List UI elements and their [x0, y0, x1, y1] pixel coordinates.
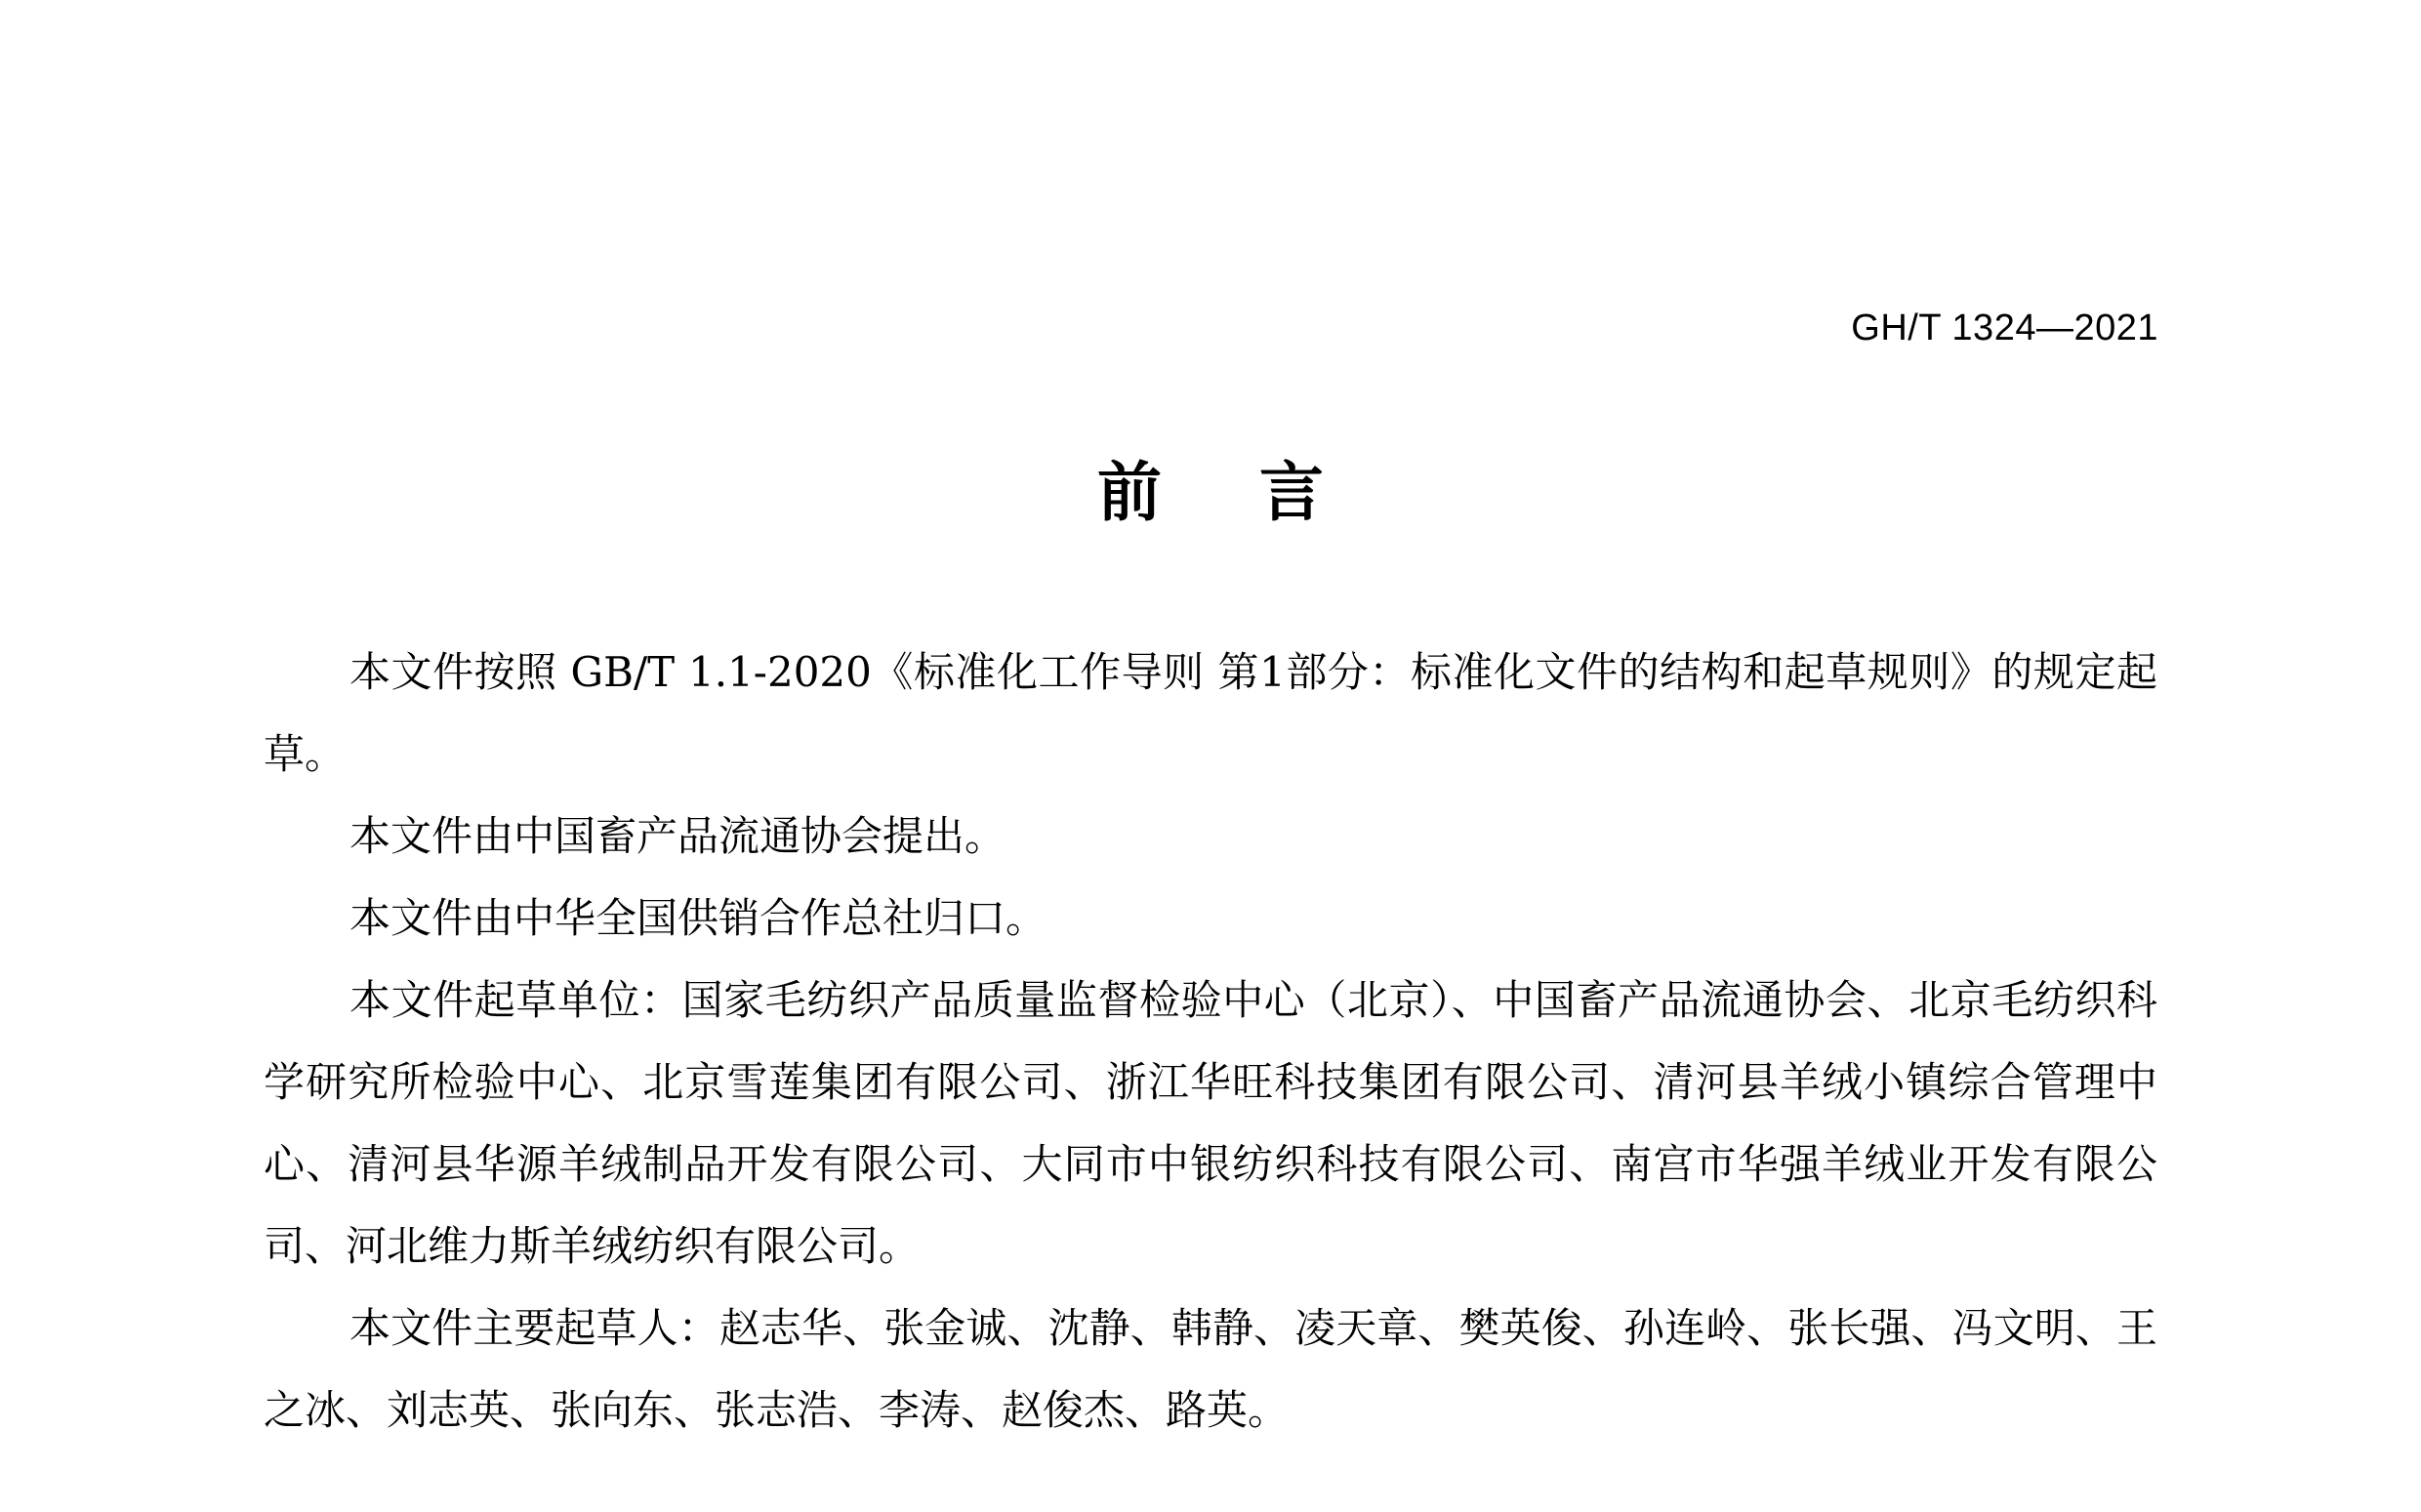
page-title: 前言: [1097, 455, 1421, 530]
paragraph-administrator: 本文件由中华全国供销合作总社归口。: [349, 894, 1047, 942]
paragraph-drafters: 本文件主要起草人：赵志华、张金诚、沈静、韩静、凌天章、樊英俊、孙连岭、张长强、冯文明、王之冰、刘志英、张向东、张志浩、李涛、赵俊杰、路英。: [264, 1304, 2157, 1434]
document-code: GH/T 1324—2021: [1851, 307, 2158, 348]
preface-body: [264, 632, 2157, 1451]
paragraph-proposer: 本文件由中国畜产品流通协会提出。: [349, 812, 1006, 860]
paragraph-drafting-units: 本文件起草单位：国家毛纺织产品质量监督检验中心（北京）、中国畜产品流通协会、北京毛纺织科学研究所检验中心、北京雪莲集团有限公司、浙江华旺科技集团有限公司、清河县羊绒小镇综合管理中心、清河县华源羊绒制品开发有限公司、大同市中银纺织科技有限公司、南宫市华强羊绒业开发有限公司、河北维力斯羊绒纺织有限公司。: [264, 976, 2157, 1270]
paragraph-drafting-rules: 本文件按照 GB/T 1.1-2020《标准化工作导则 第1部分：标准化文件的结构和起草规则》的规定起草。: [264, 648, 2157, 778]
